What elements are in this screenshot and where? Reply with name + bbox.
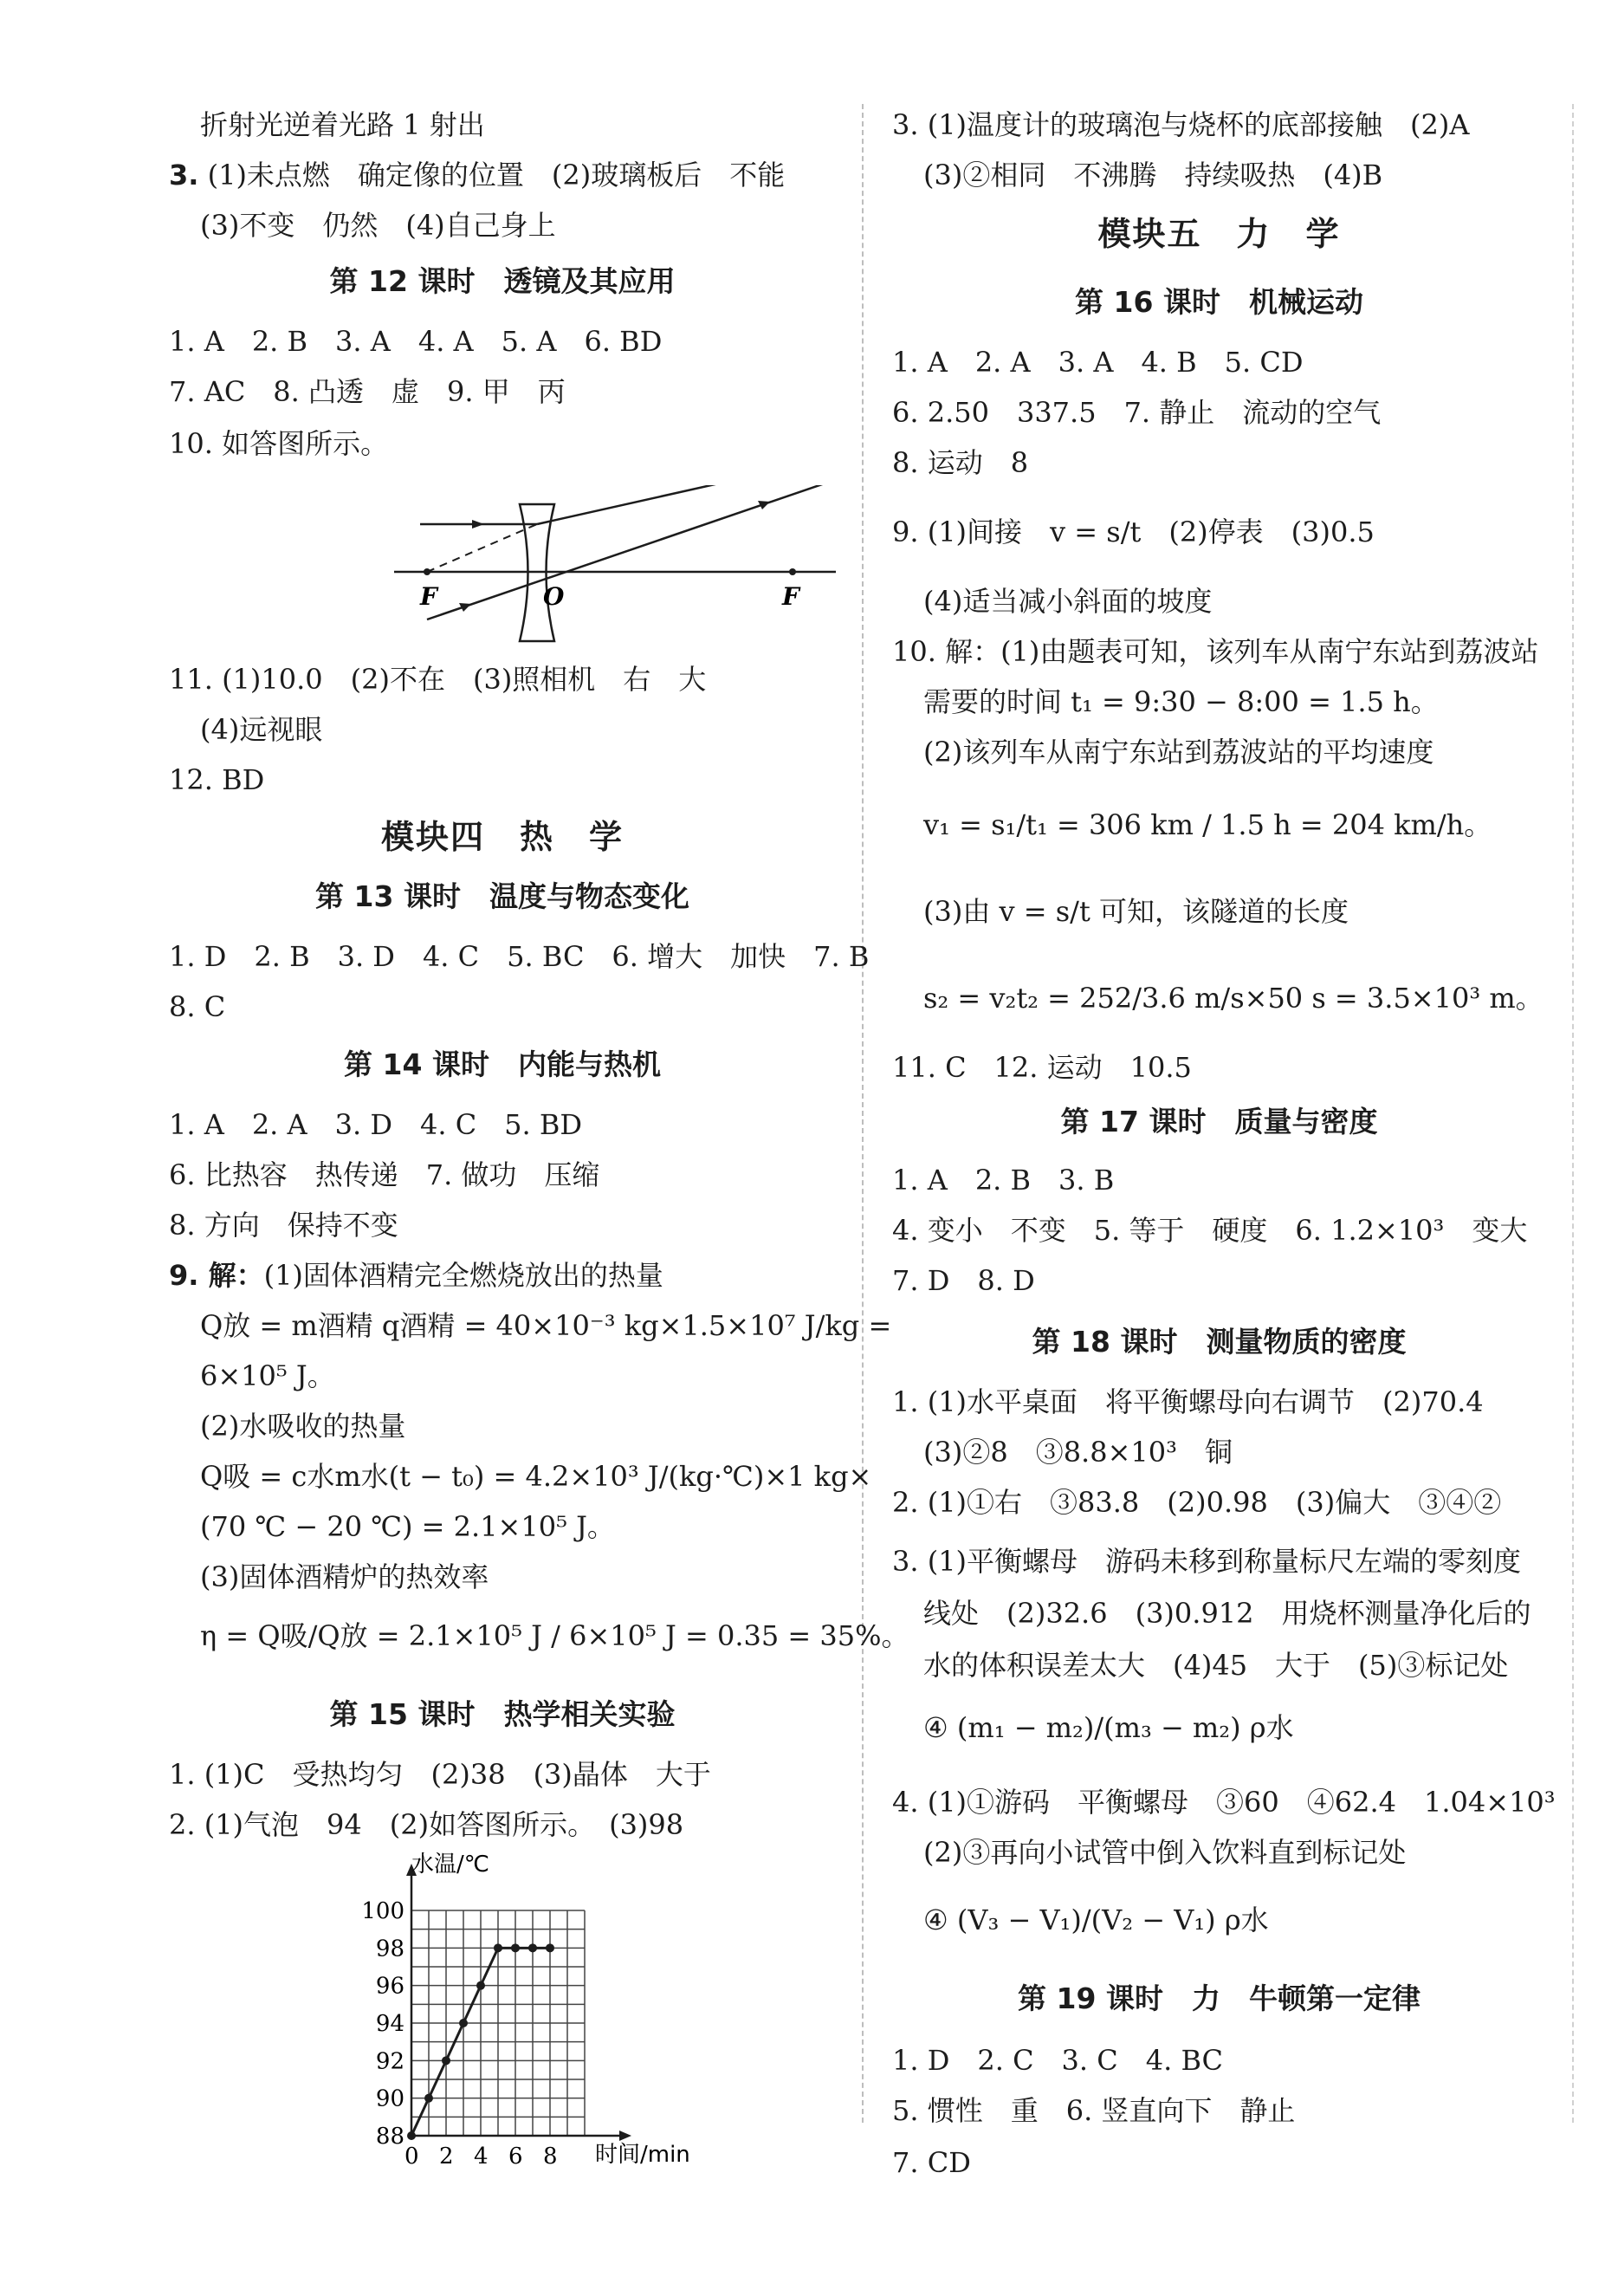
x-tick-label: 4 <box>474 2144 489 2170</box>
answer-line: 1. A 2. B 3. A 4. A 5. A 6. BD <box>169 325 663 358</box>
lesson-heading-15: 第 15 课时 热学相关实验 <box>329 1697 676 1731</box>
lesson-heading-12: 第 12 课时 透镜及其应用 <box>329 264 676 298</box>
temperature-time-chart <box>342 1850 706 2179</box>
y-tick-label: 96 <box>375 1973 404 2000</box>
answer-line: 8. 运动 8 <box>892 446 1029 479</box>
answer-line: 水的体积误差太大 (4)45 大于 (5)③标记处 <box>923 1649 1509 1682</box>
lesson-heading-19: 第 19 课时 力 牛顿第一定律 <box>1018 1981 1421 2015</box>
answer-line: 7. AC 8. 凸透 虚 9. 甲 丙 <box>169 375 566 408</box>
y-tick-label: 92 <box>375 2048 404 2075</box>
arrow-icon <box>619 2131 631 2141</box>
answer-line: 2. (1)气泡 94 (2)如答图所示。 (3)98 <box>169 1808 684 1841</box>
x-tick-label: 0 <box>404 2144 419 2170</box>
answer-line: 4. 变小 不变 5. 等于 硬度 6. 1.2×10³ 变大 <box>892 1214 1528 1247</box>
answer-line: Q吸 = c水m水(t − t₀) = 4.2×10³ J/(kg·℃)×1 kg× <box>200 1460 872 1493</box>
focus-point <box>789 568 796 575</box>
label-f-right: F <box>782 582 799 611</box>
answer-line: (2)该列车从南宁东站到荔波站的平均速度 <box>923 736 1434 769</box>
x-tick-label: 8 <box>543 2144 558 2170</box>
lesson-heading-16: 第 16 课时 机械运动 <box>1075 285 1363 319</box>
lesson-heading-18: 第 18 课时 测量物质的密度 <box>1032 1325 1407 1359</box>
module-heading-5: 模块五 力 学 <box>1097 215 1341 253</box>
data-point <box>546 1943 554 1952</box>
answer-line: 1. D 2. B 3. D 4. C 5. BC 6. 增大 加快 7. B <box>169 940 870 973</box>
data-point <box>459 2019 468 2027</box>
y-tick-label: 88 <box>375 2124 404 2150</box>
answer-line: (70 ℃ − 20 ℃) = 2.1×10⁵ J。 <box>200 1510 615 1543</box>
answer-line: (2)水吸收的热量 <box>200 1410 406 1443</box>
module-heading-4: 模块四 热 学 <box>380 818 624 856</box>
answer-line: 7. D 8. D <box>892 1264 1035 1297</box>
answer-line: 1. D 2. C 3. C 4. BC <box>892 2044 1224 2077</box>
y-tick-label: 94 <box>375 2011 404 2037</box>
data-point <box>528 1943 537 1952</box>
answer-line: 1. (1)水平桌面 将平衡螺母向右调节 (2)70.4 <box>892 1385 1484 1418</box>
answer-line: 6. 2.50 337.5 7. 静止 流动的空气 <box>892 396 1382 429</box>
answer-line: 折射光逆着光路 1 射出 <box>200 108 485 141</box>
lesson-heading-17: 第 17 课时 质量与密度 <box>1060 1105 1378 1138</box>
answer-line: 6×10⁵ J。 <box>200 1359 335 1392</box>
answer-line: (4)适当减小斜面的坡度 <box>923 585 1213 618</box>
answer-line: η = Q吸/Q放 = 2.1×10⁵ J / 6×10⁵ J = 0.35 = 35%。 <box>200 1619 909 1652</box>
y-axis-label: 水温/℃ <box>411 1852 489 1878</box>
lesson-heading-13: 第 13 课时 温度与物态变化 <box>315 879 689 913</box>
answer-line: 11. (1)10.0 (2)不在 (3)照相机 右 大 <box>169 663 707 696</box>
answer-line: 1. A 2. B 3. B <box>892 1164 1115 1197</box>
x-tick-label: 2 <box>439 2144 454 2170</box>
concave-lens-diagram <box>394 485 836 650</box>
answer-line: s₂ = v₂t₂ = 252/3.6 m/s×50 s = 3.5×10³ m。 <box>923 982 1544 1015</box>
answer-line: v₁ = s₁/t₁ = 306 km / 1.5 h = 204 km/h。 <box>923 808 1492 841</box>
answer-line: (2)③再向小试管中倒入饮料直到标记处 <box>923 1836 1407 1869</box>
data-point <box>476 1981 485 1990</box>
answer-line: ④ (m₁ − m₂)/(m₃ − m₂) ρ水 <box>923 1711 1294 1744</box>
answer-line: (4)远视眼 <box>200 713 323 746</box>
answer-line: 10. 解：(1)由题表可知，该列车从南宁东站到荔波站 <box>892 635 1539 668</box>
extension-line <box>427 524 537 572</box>
answer-line: 9. 解：(1)固体酒精完全燃烧放出的热量 <box>169 1259 663 1292</box>
center-ray <box>427 485 827 619</box>
label-f-left: F <box>420 582 437 611</box>
answer-line: 6. 比热容 热传递 7. 做功 压缩 <box>169 1158 600 1191</box>
answer-line: 3. (1)平衡螺母 游码未移到称量标尺左端的零刻度 <box>892 1545 1522 1578</box>
label-o: O <box>543 582 565 611</box>
answer-line: (3)由 v = s/t 可知，该隧道的长度 <box>923 895 1349 928</box>
answer-line: 8. C <box>169 990 226 1023</box>
refracted-ray <box>537 485 827 524</box>
answer-line: ④ (V₃ − V₁)/(V₂ − V₁) ρ水 <box>923 1904 1269 1936</box>
answer-line: 5. 惯性 重 6. 竖直向下 静止 <box>892 2094 1296 2127</box>
y-tick-label: 98 <box>375 1936 404 1962</box>
answer-line: 7. CD <box>892 2146 971 2179</box>
answer-line: 9. (1)间接 v = s/t (2)停表 (3)0.5 <box>892 516 1375 548</box>
answer-line: 2. (1)①右 ③83.8 (2)0.98 (3)偏大 ③④② <box>892 1486 1502 1519</box>
answer-line: 1. A 2. A 3. A 4. B 5. CD <box>892 346 1304 379</box>
answer-line: 4. (1)①游码 平衡螺母 ③60 ④62.4 1.04×10³ <box>892 1786 1556 1819</box>
answer-line: 10. 如答图所示。 <box>169 427 389 460</box>
answer-line: Q放 = m酒精 q酒精 = 40×10⁻³ kg×1.5×10⁷ J/kg = <box>200 1309 892 1342</box>
column-divider <box>862 104 864 2123</box>
lesson-heading-14: 第 14 课时 内能与热机 <box>344 1047 661 1081</box>
answer-line: 12. BD <box>169 763 265 796</box>
focus-point <box>424 568 430 575</box>
answer-line: 1. (1)C 受热均匀 (2)38 (3)晶体 大于 <box>169 1758 711 1791</box>
data-point <box>407 2131 416 2140</box>
answer-line: 需要的时间 t₁ = 9:30 − 8:00 = 1.5 h。 <box>923 685 1439 718</box>
answer-line: 线处 (2)32.6 (3)0.912 用烧杯测量净化后的 <box>923 1597 1531 1630</box>
answer-line: 8. 方向 保持不变 <box>169 1209 398 1242</box>
answer-line: (3)②8 ③8.8×10³ 铜 <box>923 1436 1233 1469</box>
data-point <box>511 1943 520 1952</box>
answer-line: (3)不变 仍然 (4)自己身上 <box>200 209 556 242</box>
chart-axes <box>406 1864 631 2141</box>
x-tick-label: 6 <box>508 2144 523 2170</box>
data-point <box>442 2056 450 2065</box>
data-point <box>424 2094 433 2103</box>
y-tick-label: 90 <box>375 2085 404 2112</box>
x-axis-label: 时间/min <box>595 2142 690 2168</box>
answer-line: 3. (1)温度计的玻璃泡与烧杯的底部接触 (2)A <box>892 108 1470 141</box>
answer-line: 11. C 12. 运动 10.5 <box>892 1051 1192 1084</box>
answer-line: (3)固体酒精炉的热效率 <box>200 1560 489 1593</box>
answer-line: (3)②相同 不沸腾 持续吸热 (4)B <box>923 159 1383 191</box>
data-point <box>494 1943 502 1952</box>
arrow-icon <box>472 520 484 529</box>
y-tick-label: 100 <box>361 1898 404 1924</box>
answer-line: 3. (1)未点燃 确定像的位置 (2)玻璃板后 不能 <box>169 159 786 191</box>
edge-rule <box>1572 104 1574 2123</box>
answer-line: 1. A 2. A 3. D 4. C 5. BD <box>169 1108 583 1141</box>
